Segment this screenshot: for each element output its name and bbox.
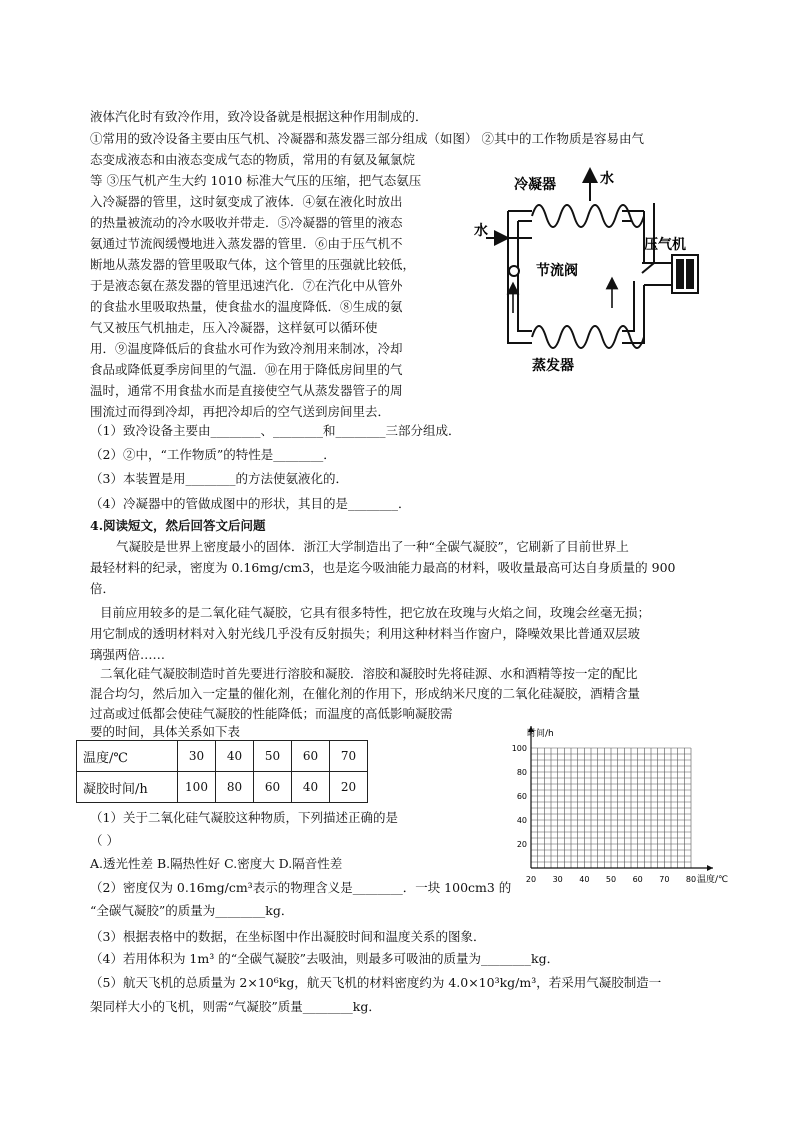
intro-line-12: 用．⑨温度降低后的食盐水可作为致冷剂用来制冰，冷却 [90,341,403,356]
table-cell: 40 [216,741,254,772]
intro-line-4: 等 ③压气机产生大约 1010 标准大气压的压缩，把气态氨压 [90,173,422,188]
q3-1: （1）致冷设备主要由________、________和________三部分组成． [90,423,461,438]
compressor-icon [672,255,698,293]
s4-p1a: 气凝胶是世界上密度最小的固体．浙江大学制造出了一种“全碳气凝胶”，它刷新了目前世界上 [116,539,629,554]
q4-2a: （2）密度仅为 0.16mg/cm³表示的物理含义是________．一块 100cm3 的 [90,880,512,895]
x-tick-label: 60 [632,875,643,884]
y-tick-label: 40 [516,816,527,825]
q4-3: （3）根据表格中的数据，在坐标图中作出凝胶时间和温度关系的图象． [90,929,486,944]
intro-line-5: 入冷凝器的管里，这时氨变成了液体．④氨在液化时放出 [90,194,403,209]
x-tick-label: 80 [685,875,697,884]
compressor-label: 压气机 [644,237,686,253]
blank-coordinate-grid [505,710,729,895]
x-axis-label: 温度/℃ [697,875,729,885]
s4-p2a: 目前应用较多的是二氧化硅气凝胶，它具有很多特性，把它放在玫瑰与火焰之间，玫瑰会丝毫无损； [100,605,651,620]
y-tick-label: 60 [516,792,527,801]
water-out-label: 水 [600,171,614,187]
refrigeration-diagram [472,163,712,378]
q3-2: （2）②中，“工作物质”的特性是________． [90,447,336,462]
q4-5a: （5）航天飞机的总质量为 2×10⁶kg，航天飞机的材料密度约为 4.0×10³kg/m³，若采用气凝胶制造一 [90,975,662,990]
condenser-coil [532,205,644,227]
q3-4: （4）冷凝器中的管做成图中的形状，其目的是________． [90,496,411,511]
intro-line-6: 的热量被流动的冷水吸收并带走．⑤冷凝器的管里的液态 [90,215,403,230]
q3-3: （3）本装置是用________的方法使氨液化的． [90,471,348,486]
intro-line-14: 温时，通常不用食盐水而是直接使空气从蒸发器管子的周 [90,383,403,398]
y-tick-label: 20 [516,840,527,849]
condenser-label: 冷凝器 [514,177,556,193]
intro-line-2: ①常用的致冷设备主要由压气机、冷凝器和蒸发器三部分组成（如图） ②其中的工作物质是容易由气 [90,131,644,146]
s4-p2b: 用它制成的透明材料对入射光线几乎没有反射损失；利用这种材料当作窗户，降噪效果比普通双层玻 [90,626,641,641]
q4-4: （4）若用体积为 1m³ 的“全碳气凝胶”去吸油，则最多可吸油的质量为________kg． [90,951,560,966]
s4-p1b: 最轻材料的纪录，密度为 0.16mg/cm3，也是迄今吸油能力最高的材料，吸收量最高可达自身质量的 900 [90,560,676,575]
table-cell: 100 [178,772,216,803]
s4-p3b: 混合均匀，然后加入一定量的催化剂，在催化剂的作用下，形成纳米尺度的二氧化硅凝胶，酒精含量 [90,686,641,701]
table-cell: 60 [292,741,330,772]
section-4-title: 4.阅读短文，然后回答文后问题 [90,518,266,533]
x-tick-label: 40 [579,875,590,884]
table-row [77,772,368,803]
intro-line-3: 态变成液态和由液态变成气态的物质，常用的有氨及氟氯烷 [90,152,416,167]
intro-line-8: 断地从蒸发器的管里吸取气体，这个管里的压强就比较低， [90,257,416,272]
x-tick-label: 50 [605,875,617,884]
evaporator-coil [532,326,644,348]
table-cell: 80 [216,772,254,803]
table-header-temp: 温度/℃ [77,741,178,772]
table-cell: 70 [330,741,368,772]
q4-1b: （ ） [90,833,119,848]
s4-p3c: 过高或过低都会使硅气凝胶的性能降低；而温度的高低影响凝胶需 [90,706,453,721]
q4-1c: A.透光性差 B.隔热性好 C.密度大 D.隔音性差 [90,856,343,871]
x-tick-label: 30 [552,875,563,884]
s4-p2c: 璃强两倍…… [90,647,166,662]
table-cell: 30 [178,741,216,772]
q4-1a: （1）关于二氧化硅气凝胶这种物质，下列描述正确的是 [90,810,398,825]
q4-2b: “全碳气凝胶”的质量为________kg． [90,903,294,918]
s4-p3a: 二氧化硅气凝胶制造时首先要进行溶胶和凝胶．溶胶和凝胶时先将硅源、水和酒精等按一定的配比 [100,666,638,681]
intro-line-15: 围流过而得到冷却，再把冷却后的空气送到房间里去． [90,404,391,419]
x-axis-arrow [707,865,713,871]
x-tick-label: 70 [659,875,670,884]
q4-5b: 架同样大小的飞机，则需“气凝胶”质量________kg． [90,999,381,1014]
table-row [77,741,368,772]
table-cell: 40 [292,772,330,803]
intro-line-13: 食品或降低夏季房间里的气温．⑩在用于降低房间里的气 [90,362,403,377]
evaporator-label: 蒸发器 [532,358,574,374]
table-cell: 60 [254,772,292,803]
temperature-time-table [76,740,368,803]
y-axis-label: 时间/h [527,729,554,739]
x-tick-label: 20 [525,875,537,884]
intro-line-7: 氨通过节流阀缓慢地进入蒸发器的管里．⑥由于压气机不 [90,236,403,251]
y-tick-label: 80 [516,768,527,777]
s4-p1c: 倍． [90,581,116,596]
intro-line-10: 的食盐水里吸取热量，使食盐水的温度降低．⑧生成的氨 [90,299,403,314]
y-tick-label: 100 [511,744,527,753]
table-cell: 20 [330,772,368,803]
intro-line-1: 液体汽化时有致冷作用，致冷设备就是根据这种作用制成的． [90,109,428,124]
intro-line-11: 气又被压气机抽走，压入冷凝器，这样氨可以循环使 [90,320,378,335]
table-header-time: 凝胶时间/h [77,772,178,803]
water-in-label: 水 [474,223,488,239]
s4-p3d: 要的时间，具体关系如下表 [90,724,241,739]
valve-icon [509,266,519,276]
intro-line-9: 于是液态氨在蒸发器的管里迅速汽化．⑦在汽化中从管外 [90,278,403,293]
valve-label: 节流阀 [536,263,578,279]
table-cell: 50 [254,741,292,772]
